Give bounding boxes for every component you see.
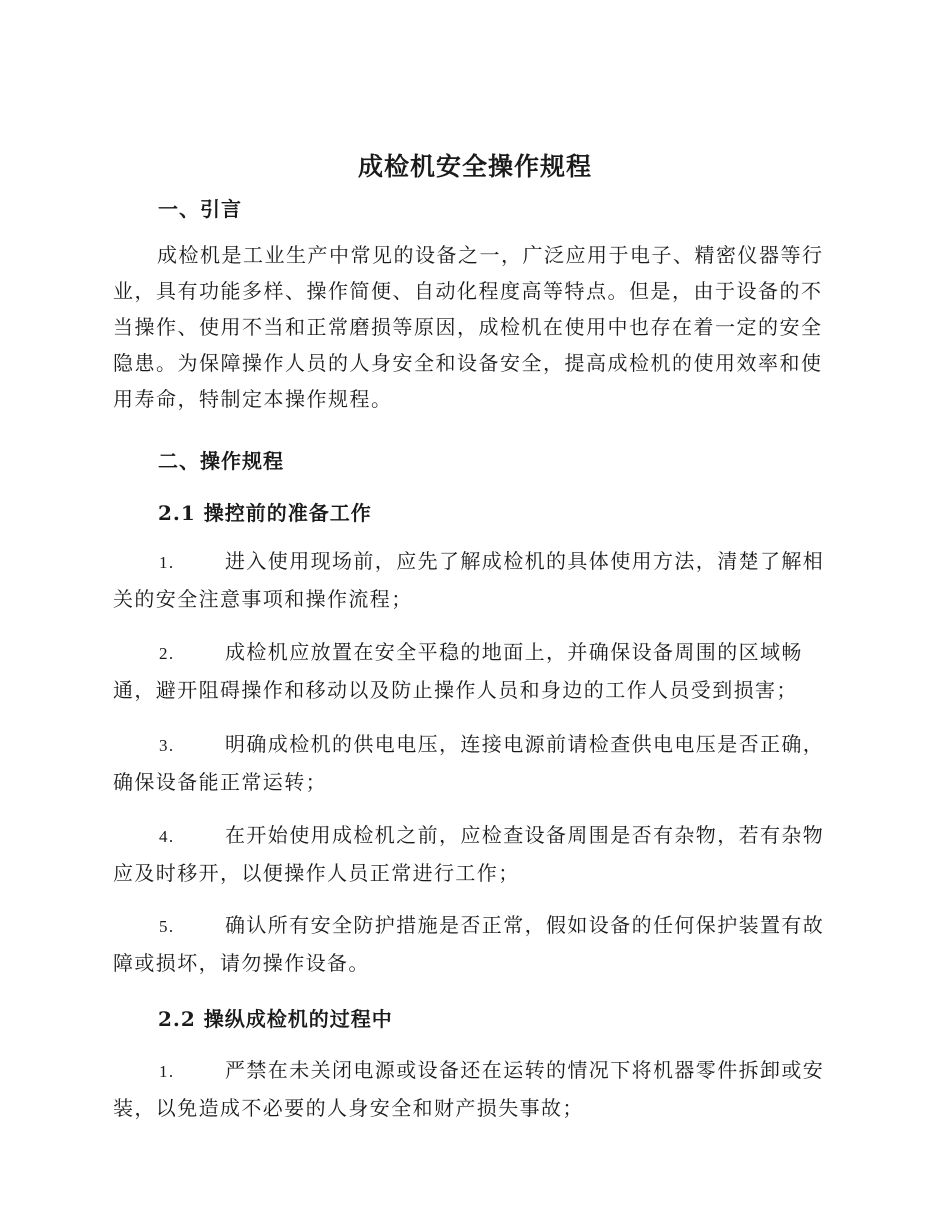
- list-item: [113, 726, 835, 800]
- document-title: 成检机安全操作规程: [357, 152, 592, 181]
- list-item-text: 进入使用现场前，应先了解成检机的具体使用方法，清楚了解相关的安全注意事项和操作流程；: [113, 549, 825, 611]
- list-item-text: 明确成检机的供电电压，连接电源前请检查供电电压是否正确，确保设备能正常运转；: [113, 732, 825, 794]
- list-item: [113, 1052, 835, 1126]
- list-item-number: 5.: [159, 917, 175, 936]
- list-item: [113, 817, 835, 891]
- list-item: [113, 634, 835, 708]
- subsection-heading-operating: 2.2 操纵成检机的过程中: [158, 1007, 393, 1031]
- list-item: [113, 907, 835, 981]
- intro-paragraph: [113, 237, 833, 417]
- list-item-number: 1.: [159, 553, 175, 572]
- list-item-text: 在开始使用成检机之前，应检查设备周围是否有杂物，若有杂物应及时移开，以便操作人员正常进行工作；: [113, 823, 825, 885]
- list-item-number: 4.: [159, 827, 175, 846]
- list-item-number: 2.: [159, 644, 175, 663]
- list-item: [113, 543, 835, 617]
- list-item-number: 1.: [159, 1062, 175, 1081]
- list-item-text: 成检机应放置在安全平稳的地面上，并确保设备周围的区域畅通，避开阻碍操作和移动以及防止操作人员和身边的工作人员受到损害；: [113, 640, 803, 702]
- subsection-heading-preparation: 2.1 操控前的准备工作: [158, 501, 372, 525]
- section-heading-intro: 一、引言: [158, 197, 242, 221]
- section-heading-operation: 二、操作规程: [158, 449, 284, 473]
- list-item-number: 3.: [159, 736, 175, 755]
- list-item-text: 确认所有安全防护措施是否正常，假如设备的任何保护装置有故障或损坏，请勿操作设备。: [113, 913, 825, 975]
- list-item-text: 严禁在未关闭电源或设备还在运转的情况下将机器零件拆卸或安装，以免造成不必要的人身安全和财产损失事故；: [113, 1058, 825, 1120]
- intro-paragraph-text: 成检机是工业生产中常见的设备之一，广泛应用于电子、精密仪器等行业，具有功能多样、操作简便、自动化程度高等特点。但是，由于设备的不当操作、使用不当和正常磨损等原因，成检机在使用中也存在着一定的安全隐患。为保障操作人员的人身安全和设备安全，提高成检机的使用效率和使用寿命，特制定本操作规程。: [113, 243, 824, 411]
